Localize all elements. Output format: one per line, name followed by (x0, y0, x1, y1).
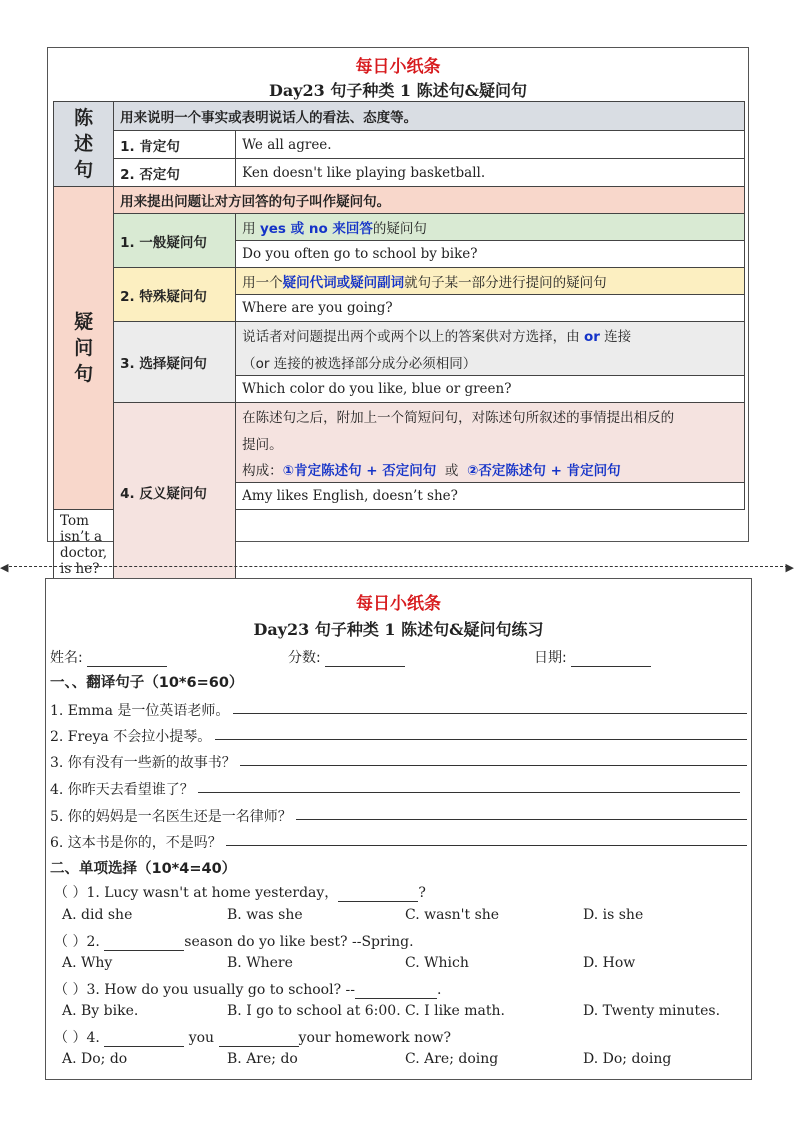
q2-option-a[interactable]: A. Why (62, 955, 113, 971)
declarative-definition: 用来说明一个事实或表明说话人的看法、态度等。 (114, 102, 745, 131)
q4-option-c[interactable]: C. Are; doing (405, 1051, 499, 1067)
translation-item[interactable]: 6. 这本书是你的，不是吗？ (50, 832, 747, 852)
declarative-label: 陈 述 句 (54, 102, 114, 187)
tag-question-label: 4. 反义疑问句 (114, 403, 236, 581)
translation-item[interactable]: 5. 你的妈妈是一名医生还是一名律师？ (50, 806, 747, 826)
cut-line-right-arrow-icon: ▶ (785, 561, 794, 574)
negative-label: 2. 否定句 (114, 159, 236, 187)
card1-subtitle: Day23 句子种类 1 陈述句&疑问句 (268, 81, 528, 100)
affirmative-label: 1. 肯定句 (114, 131, 236, 159)
question-1-blank[interactable] (338, 888, 418, 902)
q3-option-b[interactable]: B. I go to school at 6:00. (227, 1003, 401, 1019)
tag-question-structure: 构成：①肯定陈述句 + 否定问句 或 ②否定陈述句 + 肯定问句 (236, 456, 745, 483)
tag-question-desc-line1: 在陈述句之后，附加上一个简短问句，对陈述句所叙述的事情提出相反的 (236, 403, 745, 430)
special-question-desc: 用一个疑问代词或疑问副词就句子某一部分进行提问的疑问句 (236, 268, 745, 295)
question-2-blank[interactable] (104, 937, 184, 951)
cut-line-left-arrow-icon: ◀ (0, 561, 9, 574)
q3-option-a[interactable]: A. By bike. (62, 1003, 139, 1019)
card1-title: 每日小纸条 (355, 57, 441, 77)
tag-question-example-1: Amy likes English, doesn’t she? (236, 483, 745, 510)
question-4-blank-1[interactable] (104, 1033, 184, 1047)
question-4: （ ）4. you your homework now? (54, 1030, 452, 1046)
general-question-label: 1. 一般疑问句 (114, 214, 236, 268)
q2-option-c[interactable]: C. Which (405, 955, 469, 971)
date-field[interactable]: 日期: (534, 647, 651, 667)
section-choice-heading: 二、单项选择（10*4=40） (50, 861, 237, 877)
choice-question-example: Which color do you like, blue or green? (236, 376, 745, 403)
grammar-table (53, 101, 745, 581)
q1-option-a[interactable]: A. did she (62, 907, 133, 923)
general-question-desc: 用 yes 或 no 来回答的疑问句 (236, 214, 745, 241)
translation-item[interactable]: 1. Emma 是一位英语老师。 (50, 700, 747, 720)
question-1: （ ）1. Lucy wasn't at home yesterday， ? (54, 885, 426, 901)
special-question-example: Where are you going? (236, 295, 745, 322)
card2-title: 每日小纸条 (356, 594, 441, 614)
question-3-blank[interactable] (355, 985, 437, 999)
q3-option-d[interactable]: D. Twenty minutes. (583, 1003, 721, 1019)
choice-question-desc-line1: 说话者对问题提出两个或两个以上的答案供对方选择，由 or 连接 (236, 322, 745, 349)
q1-option-b[interactable]: B. was she (227, 907, 303, 923)
question-3: （ ）3. How do you usually go to school? -- . (54, 982, 442, 998)
tag-question-example-2: Tom isn’t a doctor, is he? (54, 510, 114, 581)
special-question-label: 2. 特殊疑问句 (114, 268, 236, 322)
interrogative-label: 疑 问 句 (54, 187, 114, 510)
translation-item[interactable]: 3. 你有没有一些新的故事书？ (50, 752, 747, 772)
q2-option-d[interactable]: D. How (583, 955, 636, 971)
q4-option-a[interactable]: A. Do; do (62, 1051, 128, 1067)
negative-example: Ken doesn't like playing basketball. (236, 159, 745, 187)
interrogative-definition: 用来提出问题让对方回答的句子叫作疑问句。 (114, 187, 745, 214)
q1-option-c[interactable]: C. wasn't she (405, 907, 500, 923)
name-field[interactable]: 姓名: (50, 647, 167, 667)
cut-line (4, 566, 788, 567)
translation-item[interactable]: 2. Freya 不会拉小提琴。 (50, 726, 747, 746)
affirmative-example: We all agree. (236, 131, 745, 159)
choice-question-desc-line2: （or 连接的被选择部分成分必须相同） (236, 349, 745, 376)
section-translate-heading: 一、、翻译句子（10*6=60） (50, 675, 244, 691)
score-field[interactable]: 分数: (288, 647, 405, 667)
card2-subtitle: Day23 句子种类 1 陈述句&疑问句练习 (253, 620, 544, 639)
exercise-card (45, 578, 752, 1080)
summary-card (47, 47, 749, 577)
general-question-example: Do you often go to school by bike? (236, 241, 745, 268)
choice-question-label: 3. 选择疑问句 (114, 322, 236, 403)
tag-question-desc-line2: 提问。 (236, 430, 745, 456)
question-2: （ ）2. season do yo like best? --Spring. (54, 934, 414, 950)
q3-option-c[interactable]: C. I like math. (405, 1003, 505, 1019)
q1-option-d[interactable]: D. is she (583, 907, 644, 923)
translation-item[interactable]: 4. 你昨天去看望谁了？ (50, 779, 740, 799)
q2-option-b[interactable]: B. Where (227, 955, 293, 971)
q4-option-b[interactable]: B. Are; do (227, 1051, 298, 1067)
question-4-blank-2[interactable] (219, 1033, 299, 1047)
q4-option-d[interactable]: D. Do; doing (583, 1051, 672, 1067)
